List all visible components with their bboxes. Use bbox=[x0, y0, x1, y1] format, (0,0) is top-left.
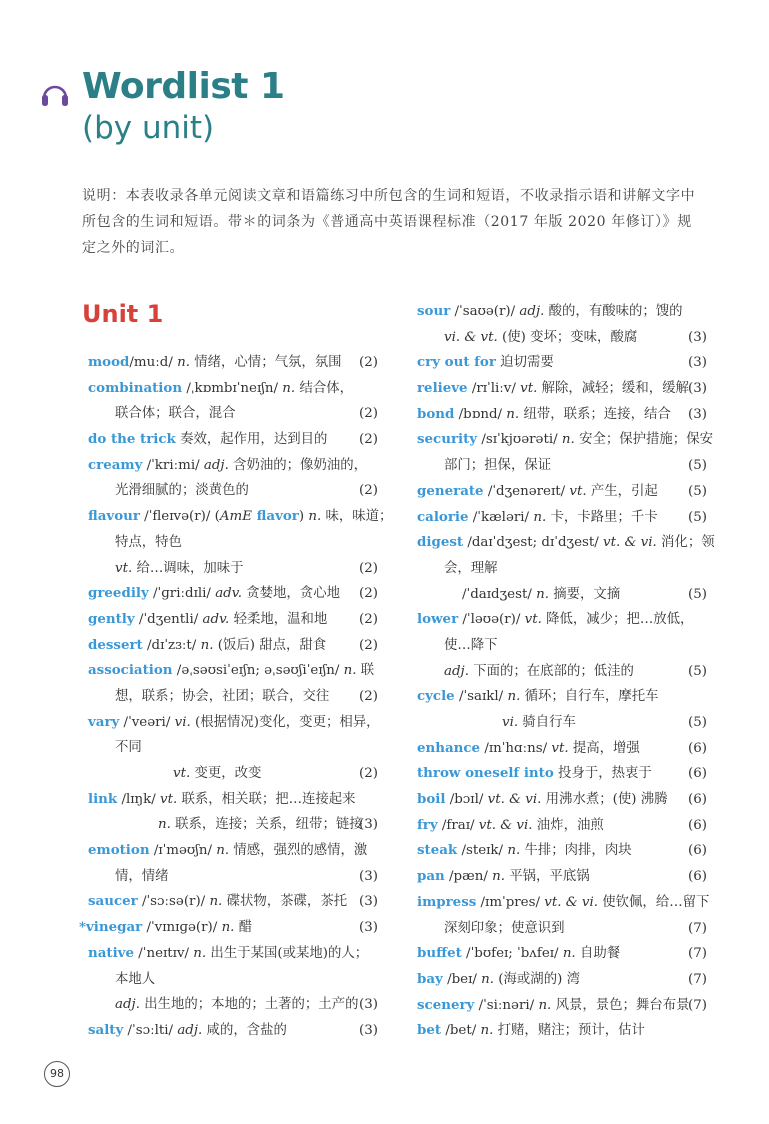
wordlist-line bbox=[417, 376, 707, 402]
part-of-speech: n. bbox=[308, 509, 322, 525]
part-of-speech: n. bbox=[209, 894, 223, 910]
unit-reference: (6) bbox=[688, 817, 707, 833]
definition-text: /sɪˈkjʊərəti/ bbox=[477, 432, 562, 448]
unit-reference: (5) bbox=[688, 663, 707, 679]
wordlist-line bbox=[417, 916, 707, 942]
definition-text: /əˌsəʊsiˈeɪʃn; əˌsəʊʃiˈeɪʃn/ bbox=[172, 663, 344, 679]
definition-text: 自助餐 bbox=[575, 946, 621, 962]
part-of-speech: vi. bbox=[502, 715, 519, 730]
wordlist-line bbox=[88, 864, 378, 890]
part-of-speech: vt. bbox=[115, 560, 133, 576]
page-subtitle: (by unit) bbox=[82, 110, 215, 146]
definition-text: /fraɪ/ bbox=[437, 817, 479, 833]
definition-text: 情绪，心情；气氛，氛围 bbox=[189, 355, 342, 370]
definition-text: 轻柔地，温和地 bbox=[229, 611, 328, 627]
unit-reference: (3) bbox=[688, 381, 707, 397]
wordlist-line bbox=[417, 530, 715, 556]
definition-text: 出生于某国(或某地)的人； bbox=[206, 945, 369, 961]
definition-text: /ˈdaɪdʒest/ bbox=[462, 586, 537, 602]
wordlist-line bbox=[88, 710, 378, 736]
definition-text: 循环；自行车，摩托车 bbox=[520, 689, 659, 705]
part-of-speech: vt. bbox=[551, 740, 569, 756]
wordlist-line bbox=[88, 735, 378, 761]
part-of-speech: adv. bbox=[215, 586, 242, 602]
headword: relieve bbox=[417, 380, 468, 397]
headword: salty bbox=[88, 1021, 124, 1038]
definition-text: 结合体， bbox=[295, 380, 354, 396]
definition-text: 联 bbox=[356, 663, 375, 679]
definition-text: (海或湖的) 湾 bbox=[494, 971, 580, 987]
wordlist-line bbox=[417, 864, 707, 890]
part-of-speech: vt. bbox=[520, 381, 538, 397]
definition-text: 情，情绪 bbox=[115, 868, 169, 884]
wordlist-line bbox=[417, 659, 707, 685]
wordlist-line bbox=[88, 633, 378, 659]
wordlist-line bbox=[417, 427, 713, 453]
unit-reference: (3) bbox=[359, 1022, 378, 1038]
part-of-speech: vt. bbox=[569, 483, 587, 499]
definition-text: /bet/ bbox=[441, 1023, 481, 1039]
part-of-speech: n. bbox=[216, 843, 230, 859]
unit-reference: (6) bbox=[688, 740, 707, 756]
headword: impress bbox=[417, 893, 477, 910]
part-of-speech: n. bbox=[561, 432, 575, 448]
definition-text: 安全；保护措施；保安 bbox=[574, 432, 713, 448]
wordlist-line bbox=[88, 941, 378, 967]
definition-text: /ˈfleɪvə(r)/ ( bbox=[139, 509, 220, 525]
part-of-speech: n. bbox=[221, 920, 235, 936]
part-of-speech: adj. bbox=[203, 457, 229, 473]
definition-text: /ˈvɪnɪɡə(r)/ bbox=[142, 920, 222, 936]
definition-text: /ˈdʒenəreɪt/ bbox=[483, 483, 570, 499]
definition-text: (使) 变坏；变味，酸腐 bbox=[497, 329, 638, 345]
headword: boil bbox=[417, 791, 446, 808]
definition-text: 奏效，起作用，达到目的 bbox=[175, 432, 328, 448]
definition-text: 变更，改变 bbox=[190, 766, 262, 781]
wordlist-line bbox=[88, 761, 378, 787]
unit-reference: (5) bbox=[688, 483, 707, 499]
part-of-speech: adj. bbox=[519, 304, 545, 319]
unit-reference: (7) bbox=[688, 946, 707, 962]
definition-text: /ˈɡriːdɪli/ bbox=[148, 586, 216, 602]
definition-text: 消化；领 bbox=[656, 535, 715, 551]
definition-text: 平锅，平底锅 bbox=[505, 869, 590, 885]
part-of-speech: n. bbox=[536, 586, 549, 602]
headword: flavour bbox=[88, 508, 140, 525]
headword: combination bbox=[88, 379, 183, 396]
part-of-speech: adj. bbox=[115, 997, 140, 1013]
unit-reference: (2) bbox=[359, 766, 378, 781]
unit-reference: (3) bbox=[688, 355, 707, 371]
definition-text: 打赌，赌注；预计，估计 bbox=[493, 1023, 645, 1039]
wordlist-line bbox=[88, 401, 378, 427]
part-of-speech: n. bbox=[506, 406, 520, 422]
headword: lower bbox=[417, 611, 459, 628]
definition-text: 联合体；联合，混合 bbox=[115, 406, 236, 422]
headword: do the trick bbox=[88, 431, 176, 448]
part-of-speech: n. bbox=[507, 689, 521, 705]
wordlist-line bbox=[88, 556, 378, 582]
wordlist-line bbox=[417, 684, 707, 710]
wordlist-line bbox=[417, 556, 707, 582]
wordlist-line bbox=[88, 992, 378, 1018]
wordlist-line bbox=[417, 607, 707, 633]
definition-text: /ˈdʒentli/ bbox=[134, 611, 203, 627]
definition-text: /steɪk/ bbox=[457, 843, 508, 859]
definition-text: /bɔɪl/ bbox=[445, 792, 488, 808]
wordlist-line bbox=[88, 812, 378, 838]
part-of-speech: adj. bbox=[177, 1022, 203, 1038]
headword: mood bbox=[88, 354, 130, 370]
definition-text: 卡，卡路里；千卡 bbox=[546, 509, 658, 525]
part-of-speech: n. bbox=[481, 971, 495, 987]
part-of-speech: n. bbox=[538, 997, 552, 1013]
wordlist-line bbox=[417, 993, 707, 1019]
part-of-speech: adv. bbox=[202, 611, 230, 627]
unit-reference: (6) bbox=[688, 869, 707, 885]
wordlist-line bbox=[417, 838, 707, 864]
definition-text: 给…调味，加味于 bbox=[132, 560, 244, 576]
definition-text: 醋 bbox=[234, 920, 253, 936]
wordlist-line bbox=[88, 427, 378, 453]
unit-reference: (2) bbox=[359, 355, 378, 370]
definition-text: /ˈneɪtɪv/ bbox=[134, 945, 194, 961]
headword: fry bbox=[417, 816, 438, 833]
part-of-speech: vi. bbox=[174, 714, 191, 730]
wordlist-line bbox=[417, 813, 707, 839]
unit-reference: (5) bbox=[688, 586, 707, 602]
definition-text: (饭后) 甜点，甜食 bbox=[213, 637, 327, 653]
definition-text: /ˈsiːnəri/ bbox=[474, 997, 539, 1013]
definition-text: /pæn/ bbox=[444, 869, 493, 885]
unit-reference: (3) bbox=[359, 894, 378, 910]
wordlist-line bbox=[417, 505, 707, 531]
headword: pan bbox=[417, 868, 445, 885]
unit-heading: Unit 1 bbox=[82, 300, 164, 328]
headword: saucer bbox=[88, 893, 138, 910]
unit-reference: (5) bbox=[688, 458, 707, 474]
unit-reference: (3) bbox=[688, 329, 707, 345]
part-of-speech: n. bbox=[158, 817, 171, 833]
definition-text: /ˈsɔːlti/ bbox=[123, 1022, 178, 1038]
definition-text: /beɪ/ bbox=[442, 971, 482, 987]
unit-reference: (2) bbox=[359, 560, 378, 576]
part-of-speech: vt. bbox=[524, 612, 542, 628]
headword: dessert bbox=[88, 636, 143, 653]
part-of-speech: vt. bbox=[160, 791, 178, 807]
headword: bet bbox=[417, 1022, 442, 1039]
definition-text: /bɒnd/ bbox=[454, 406, 507, 422]
part-of-speech: n. bbox=[533, 509, 547, 525]
definition-text: /ˌkɒmbɪˈneɪʃn/ bbox=[182, 380, 283, 396]
definition-text: 想，联系；协会，社团；联合，交往 bbox=[115, 688, 330, 704]
wordlist-line bbox=[88, 838, 378, 864]
definition-text: 咸的，含盐的 bbox=[202, 1022, 287, 1038]
definition-text: 产生，引起 bbox=[586, 483, 658, 499]
headword: association bbox=[88, 662, 173, 679]
definition-text: 解除，减轻；缓和，缓解 bbox=[537, 381, 689, 397]
headword: *vinegar bbox=[79, 919, 143, 936]
definition-text: 贪婪地，贪心地 bbox=[241, 586, 340, 602]
unit-reference: (6) bbox=[688, 766, 707, 782]
headword: cycle bbox=[417, 688, 455, 705]
wordlist-line bbox=[88, 787, 378, 813]
definition-text: 下面的；在底部的；低洼的 bbox=[468, 663, 634, 679]
unit-reference: (3) bbox=[359, 868, 378, 884]
definition-text: 含奶油的；像奶油的， bbox=[228, 457, 368, 473]
wordlist-line bbox=[88, 607, 378, 633]
unit-reference: (2) bbox=[359, 611, 378, 627]
definition-text: 使钦佩，给…留下 bbox=[598, 894, 710, 910]
definition-text: /ɪnˈhɑːns/ bbox=[480, 740, 552, 756]
definition-text: /ˈsɔːsə(r)/ bbox=[137, 894, 210, 910]
unit-reference: (7) bbox=[688, 971, 707, 987]
definition-text: /ˈveəri/ bbox=[119, 714, 175, 730]
part-of-speech: n. bbox=[282, 380, 296, 396]
unit-reference: (3) bbox=[359, 920, 378, 936]
part-of-speech: vt. & vi. bbox=[487, 792, 542, 808]
headword: enhance bbox=[417, 739, 481, 756]
definition-text: 会，理解 bbox=[444, 560, 498, 576]
definition-text: 使…降下 bbox=[444, 637, 498, 653]
headword: link bbox=[88, 790, 118, 807]
headword: bond bbox=[417, 405, 455, 422]
definition-text: 油炸，油煎 bbox=[532, 817, 604, 833]
unit-reference: (2) bbox=[359, 432, 378, 448]
headword: flavor bbox=[252, 508, 299, 525]
wordlist-line bbox=[417, 453, 707, 479]
wordlist-line bbox=[79, 915, 378, 941]
wordlist-line bbox=[417, 736, 707, 762]
definition-text: 摘要，文摘 bbox=[549, 586, 621, 602]
part-of-speech: n. bbox=[343, 663, 357, 679]
definition-text: /muːd/ bbox=[129, 355, 178, 370]
unit-reference: (3) bbox=[359, 997, 378, 1013]
unit-reference: (5) bbox=[688, 509, 707, 525]
definition-text: 纽带，联系；连接，结合 bbox=[519, 406, 671, 422]
headphones-icon bbox=[40, 80, 70, 108]
part-of-speech: n. bbox=[200, 637, 214, 653]
unit-reference: (6) bbox=[688, 843, 707, 859]
unit-reference: (6) bbox=[688, 792, 707, 808]
definition-text: /dɪˈzɜːt/ bbox=[142, 637, 201, 653]
wordlist-line bbox=[88, 376, 378, 402]
unit-reference: (2) bbox=[359, 483, 378, 499]
definition-text: 情感，强烈的感情，激 bbox=[229, 843, 368, 859]
part-of-speech: vt. & vi. bbox=[544, 894, 598, 910]
unit-reference: (3) bbox=[688, 406, 707, 422]
wordlist-line bbox=[88, 658, 378, 684]
wordlist-line bbox=[417, 890, 710, 916]
part-of-speech: vt. & vi. bbox=[603, 535, 657, 551]
definition-text: /daɪˈdʒest; dɪˈdʒest/ bbox=[463, 535, 604, 551]
page-title: Wordlist 1 bbox=[82, 66, 285, 107]
definition-text: 联系，连接；关系，纽带；链接 bbox=[170, 817, 363, 833]
wordlist-line bbox=[88, 453, 378, 479]
wordlist-line bbox=[88, 478, 378, 504]
headword: steak bbox=[417, 842, 458, 859]
wordlist-line bbox=[417, 325, 707, 351]
definition-text: 牛排；肉排，肉块 bbox=[520, 843, 632, 859]
headword: emotion bbox=[88, 842, 150, 859]
headword: generate bbox=[417, 482, 484, 499]
definition-text: 深刻印象；使意识到 bbox=[444, 920, 565, 936]
part-of-speech: n. bbox=[507, 843, 521, 859]
wordlist-line bbox=[417, 350, 707, 376]
headword: buffet bbox=[417, 945, 462, 962]
definition-text: 降低，减少；把…放低， bbox=[541, 612, 694, 628]
wordlist-line bbox=[417, 710, 707, 736]
definition-text: 特点，特色 bbox=[115, 534, 182, 550]
wordlist-line bbox=[417, 582, 707, 608]
part-of-speech: n. bbox=[177, 355, 190, 370]
headword: vary bbox=[88, 713, 120, 730]
wordlist-left-column bbox=[79, 350, 393, 1044]
part-of-speech: vt. bbox=[173, 766, 191, 781]
headword: native bbox=[88, 944, 134, 961]
part-of-speech: vi. & vt. bbox=[444, 329, 498, 345]
unit-reference: (2) bbox=[359, 688, 378, 704]
headword: gently bbox=[88, 610, 135, 627]
wordlist-line bbox=[88, 889, 378, 915]
definition-text: ) bbox=[298, 509, 309, 525]
wordlist-line bbox=[417, 479, 707, 505]
definition-text: /ɪmˈpres/ bbox=[476, 894, 545, 910]
unit-reference: (3) bbox=[359, 817, 378, 833]
wordlist-line bbox=[417, 402, 707, 428]
wordlist-line bbox=[88, 581, 378, 607]
wordlist-line bbox=[417, 787, 707, 813]
headword: creamy bbox=[88, 456, 143, 473]
definition-text: /ɪˈməʊʃn/ bbox=[149, 843, 217, 859]
wordlist-line bbox=[417, 967, 707, 993]
unit-reference: (5) bbox=[688, 715, 707, 730]
wordlist-line bbox=[417, 1018, 707, 1044]
unit-reference: (7) bbox=[688, 997, 707, 1013]
definition-text: /ˈsaʊə(r)/ bbox=[450, 304, 520, 319]
definition-text: 本地人 bbox=[115, 971, 156, 987]
definition-text: 联系，相关联；把…连接起来 bbox=[177, 791, 356, 807]
definition-text: /lɪŋk/ bbox=[117, 791, 161, 807]
definition-text: 迫切需要 bbox=[495, 355, 554, 371]
definition-text: /ˈsaɪkl/ bbox=[454, 689, 508, 705]
definition-text: 味，味道； bbox=[321, 509, 393, 525]
part-of-speech: adj. bbox=[444, 663, 469, 679]
part-of-speech: AmE bbox=[219, 509, 252, 525]
headword: scenery bbox=[417, 996, 475, 1013]
headword: security bbox=[417, 431, 478, 448]
unit-reference: (2) bbox=[359, 637, 378, 653]
definition-text: 光滑细腻的；淡黄色的 bbox=[115, 483, 249, 499]
definition-text: 骑自行车 bbox=[518, 715, 576, 730]
wordlist-line bbox=[417, 941, 707, 967]
definition-text: 风景，景色；舞台布景 bbox=[551, 997, 690, 1013]
definition-text: /rɪˈliːv/ bbox=[467, 381, 521, 397]
definition-text: /ˈləʊə(r)/ bbox=[458, 612, 525, 628]
wordlist-line bbox=[88, 504, 393, 530]
headword: digest bbox=[417, 534, 464, 551]
definition-text: 不同 bbox=[115, 740, 142, 756]
part-of-speech: n. bbox=[480, 1023, 494, 1039]
definition-text: 出生地的；本地的；土著的；土产的 bbox=[139, 997, 359, 1013]
definition-text: 部门；担保，保证 bbox=[444, 458, 552, 474]
headword: greedily bbox=[88, 585, 149, 602]
wordlist-line bbox=[88, 1018, 378, 1044]
part-of-speech: vt. & vi. bbox=[478, 817, 533, 833]
wordlist-line bbox=[88, 684, 378, 710]
part-of-speech: n. bbox=[193, 945, 207, 961]
wordlist-right-column bbox=[417, 299, 715, 1044]
wordlist-line bbox=[88, 530, 378, 556]
definition-text: /ˈkæləri/ bbox=[468, 509, 534, 525]
definition-text: 提高，增强 bbox=[568, 740, 640, 756]
wordlist-line bbox=[417, 299, 707, 325]
headword: cry out for bbox=[417, 354, 496, 371]
part-of-speech: n. bbox=[562, 946, 576, 962]
definition-text: /ˈbʊfeɪ; ˈbʌfeɪ/ bbox=[461, 946, 563, 962]
wordlist-line bbox=[417, 761, 707, 787]
definition-text: 投身于，热衷于 bbox=[553, 766, 652, 782]
part-of-speech: n. bbox=[492, 869, 505, 885]
headword: bay bbox=[417, 970, 443, 987]
definition-text: 酸的，有酸味的；馊的 bbox=[544, 304, 683, 319]
wordlist-line bbox=[88, 350, 378, 376]
definition-text: 用沸水煮；(使) 沸腾 bbox=[541, 792, 668, 808]
headword: calorie bbox=[417, 508, 469, 525]
intro-note: 说明：本表收录各单元阅读文章和语篇练习中所包含的生词和短语，不收录指示语和讲解文字中所包含的生词和短语。带＊的词条为《普通高中英语课程标准（2017 年版 2020 年修订）》规定之外的词汇。 bbox=[82, 188, 696, 256]
unit-reference: (2) bbox=[359, 586, 378, 602]
wordlist-line bbox=[88, 967, 378, 993]
definition-text: 碟状物，茶碟，茶托 bbox=[222, 894, 348, 910]
definition-text: /ˈkriːmi/ bbox=[142, 457, 204, 473]
definition-text: (根据情况)变化，变更；相异， bbox=[190, 714, 380, 730]
headword: throw oneself into bbox=[417, 765, 554, 782]
wordlist-line bbox=[417, 633, 707, 659]
page-number: 98 bbox=[44, 1061, 70, 1087]
unit-reference: (7) bbox=[688, 920, 707, 936]
unit-reference: (2) bbox=[359, 406, 378, 422]
headword: sour bbox=[417, 303, 451, 319]
